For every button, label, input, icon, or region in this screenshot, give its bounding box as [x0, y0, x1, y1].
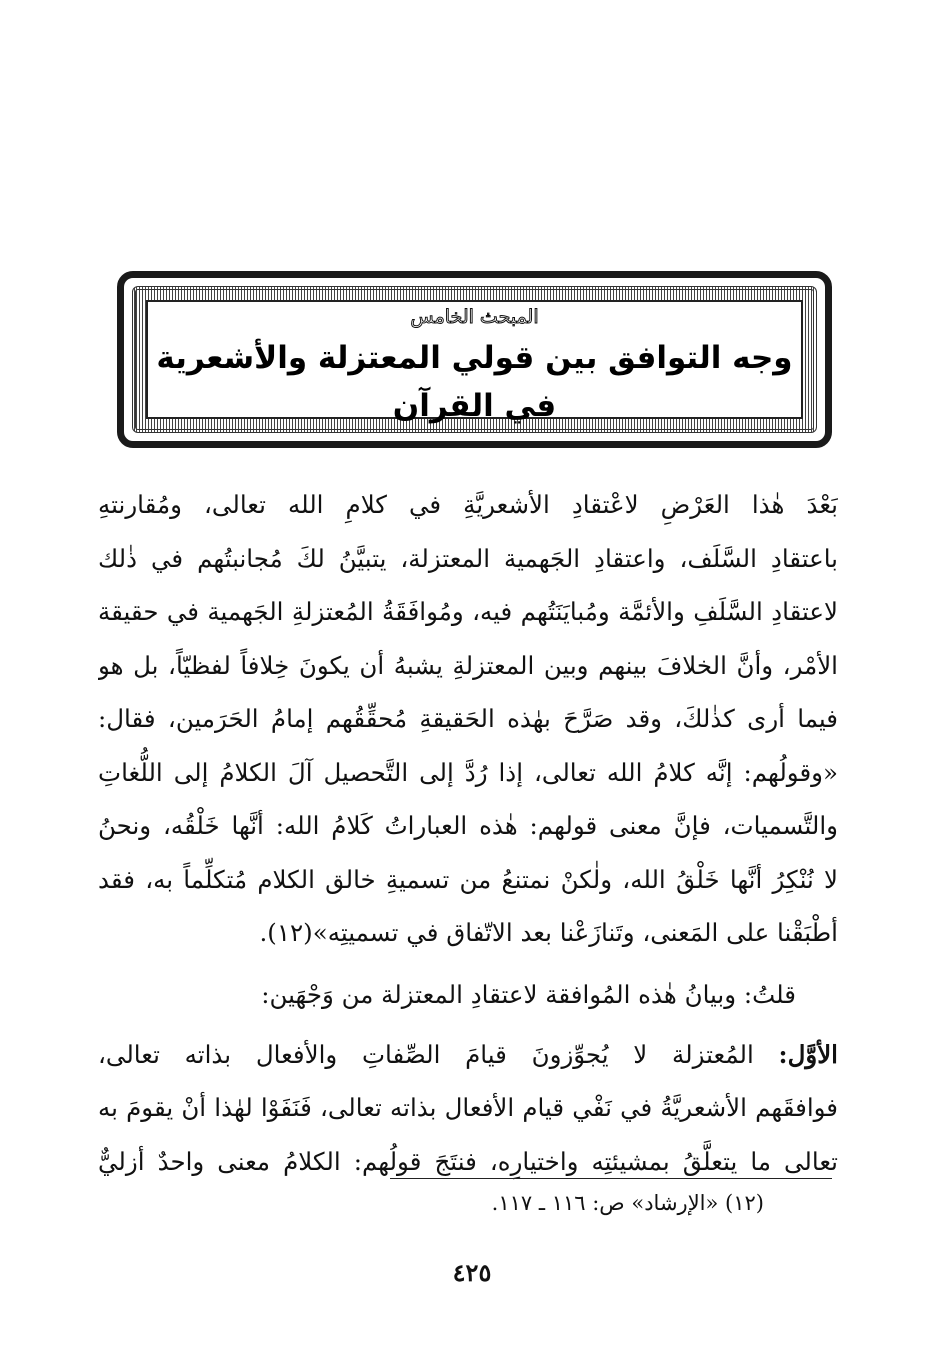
paragraph-3-line: فوافقَهم الأشعريَّةُ في نَفْي قيام الأفعال بذاته تعالى، فَنَفَوْا لهٰذا أنْ يقومَ به: [98, 1093, 838, 1122]
paragraph-3-lead: الأوَّل:: [778, 1039, 838, 1069]
header-decorative-border: [132, 286, 817, 433]
paragraph-1-line: باعتقادِ السَّلَف، واعتقادِ الجَهمية المعتزلة، يتبيَّنُ لكَ مُجانبتُهم في ذٰلك: [98, 543, 838, 573]
paragraph-1-line: الأمْر، وأنَّ الخلافَ بينهم وبين المعتزلةِ يشبهُ أن يكونَ خِلافاً لفظيّاً، بل هو: [98, 650, 838, 680]
footnote: (١٢) «الإرشاد» ص: ١١٦ ـ ١١٧.: [491, 1191, 764, 1215]
section-label: المبحث الخامس: [410, 306, 539, 328]
main-body-text: [98, 478, 838, 1188]
paragraph-1-line: «وقولُهم: إنَّه كلامُ الله تعالى، إذا رُدَّ إلى التَّحصيل آلَ الكلامُ إلى اللُّغاتِ: [98, 757, 838, 787]
page-number: ٤٢٥: [452, 1258, 492, 1287]
paragraph-3-first-line: [98, 1028, 838, 1082]
paragraph-1-last-line: أطْبَقْنا على المَعنى، وتَنازَعْنا بعد الاتّفاق في تسميتِه»(١٢).: [259, 918, 838, 947]
paragraph-1-line: والتَّسميات، فإنَّ معنى قولهم: هٰذه العباراتُ كَلامُ الله: أنَّها خَلْقُه، ونحنُ: [98, 811, 838, 840]
footnote-separator: [390, 1178, 832, 1179]
paragraph-1-line: فيما أرى كذٰلكَ، وقد صَرَّحَ بهٰذه الحَقيقةِ مُحقِّقُهم إمامُ الحَرَمين، فقال:: [98, 704, 838, 733]
header-title-box: [146, 300, 803, 424]
paragraph-1-line: لا نُنْكِرُ أنَّها خَلْقُ الله، ولٰكنْ نمتنعُ من تسميةِ خالق الكلام مُتكلِّماً به، فقد: [98, 864, 838, 894]
paragraph-3-first-text: المُعتزلة لا يُجوِّزونَ قيامَ الصِّفاتِ والأفعال بذاته تعالى،: [98, 1039, 779, 1069]
paragraph-1-line: بَعْدَ هٰذا العَرْضِ لاعْتقادِ الأشعريَّةِ في كلامِ الله تعالى، ومُقارنتهِ: [98, 490, 838, 519]
section-title-continued: في القرآن: [392, 388, 557, 424]
paragraph-2-line: قلتُ: وبيانُ هٰذه المُوافقة لاعتقادِ المعتزلة من وَجْهَين:: [261, 979, 796, 1009]
section-header-frame: [117, 271, 832, 448]
paragraph-3-line: تعالى ما يتعلَّقُ بمشيئتِه واختيارِه، فنتَجَ قولُهم: الكلامُ معنى واحدٌ أزليٌّ: [98, 1146, 838, 1176]
section-title: وجه التوافق بين قولي المعتزلة والأشعرية: [156, 340, 793, 376]
paragraph-1-line: لاعتقادِ السَّلَفِ والأئمَّة ومُبايَنَتُهم فيه، ومُوافَقَةُ المُعتزلةِ الجَهمية في حقيقة: [98, 597, 838, 626]
